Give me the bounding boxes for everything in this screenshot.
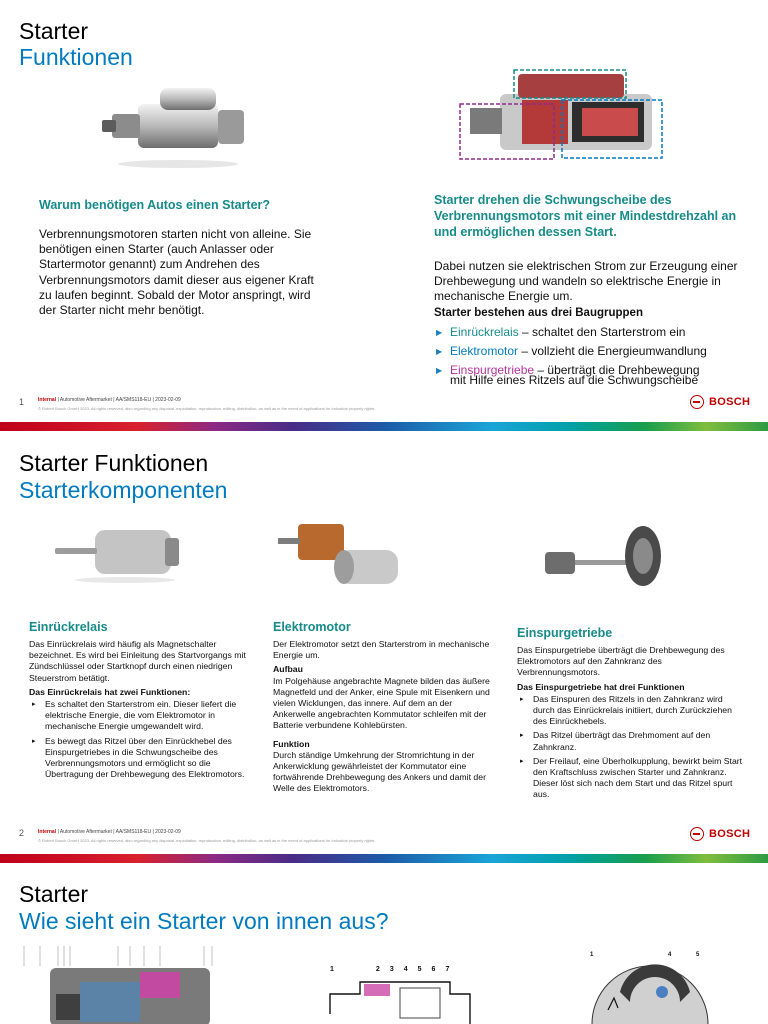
diagram-label: 4 (403, 966, 408, 973)
groups-heading: Starter bestehen aus drei Baugruppen (434, 307, 643, 319)
electric-motor-photo (278, 520, 408, 590)
drive-gear-photo (535, 520, 675, 590)
color-stripe (0, 422, 768, 431)
slide-subtitle: Funktionen (19, 44, 133, 70)
group-name: Einrückrelais (450, 325, 519, 339)
diagram-label: 4 (668, 952, 672, 958)
list-item: ▸ Es schaltet den Starterstrom ein. Dieser liefert die elektrische Energie, die vom Elektromotor in mechanische Energie umgewandelt wird. (29, 699, 249, 733)
relay-subheading: Das Einrückrelais hat zwei Funktionen: (29, 686, 191, 697)
slide-title: Starter (19, 18, 89, 44)
freewheel-diagram (580, 962, 720, 1024)
starter-schematic-diagram (320, 974, 480, 1024)
groups-continuation: mit Hilfe eines Ritzels auf die Schwungscheibe (450, 373, 699, 387)
bosch-wordmark: BOSCH (709, 828, 751, 840)
relay-photo (55, 524, 185, 584)
bullet-triangle-icon: ▶ (436, 347, 443, 356)
relay-functions-list (29, 699, 249, 780)
footer-meta-text: | Automotive Aftermarket | AA/SMS118-EU | 2023-02-09 (56, 397, 181, 403)
relay-text (29, 639, 249, 783)
motor-intro: Der Elektromotor setzt den Starterstrom in mechanische Energie um. (273, 639, 490, 661)
relay-intro: Das Einrückrelais wird häufig als Magnetschalter bezeichnet. Es wird bei Einleitung des Startvorgangs mit Zündschlüssel oder Startknopf durch einen niedrigen Steuerstrom betätigt. (29, 639, 246, 683)
slide-subtitle: Wie sieht ein Starter von innen aus? (19, 908, 389, 934)
motor-heading: Elektromotor (273, 620, 351, 634)
footer-internal: Internal (38, 397, 57, 403)
page-number: 1 (19, 397, 25, 407)
footer-meta (38, 829, 181, 835)
group-relay (434, 323, 754, 342)
bosch-armature-icon (690, 827, 704, 841)
gear-text (517, 645, 745, 804)
list-item: ▸ Das Ritzel überträgt das Drehmoment auf den Zahnkranz. (517, 730, 745, 752)
slide-title: Starter (19, 881, 89, 907)
diagram-label: 1 (330, 966, 334, 973)
footer-meta-text: | Automotive Aftermarket | AA/SMS118-EU | 2023-02-09 (56, 829, 181, 835)
motor-sub-aufbau: Aufbau (273, 664, 303, 675)
bullet-triangle-icon: ▶ (436, 328, 443, 337)
relay-heading: Einrückrelais (29, 620, 108, 634)
bosch-logo (690, 827, 750, 841)
starter-section-diagram (20, 946, 220, 1024)
bosch-logo (690, 395, 750, 409)
motor-aufbau-text: Im Polgehäuse angebrachte Magnete bilden das äußere Magnetfeld und der Anker, eine Spule mit Eisenkern und vielen Wicklungen, das innere. Auf dem an der Ankerwelle angebrachten Kommutator schleifen mit der Batterie verbundene Kohlebürsten. (273, 675, 490, 731)
motor-text (273, 639, 495, 795)
slide-subtitle: Starterkomponenten (19, 477, 228, 503)
gear-intro: Das Einspurgetriebe überträgt die Drehbewegung des Elektromotors auf den Zahnkranz des Verbrennungsmotors. (517, 645, 725, 678)
gear-functions-list (517, 694, 745, 801)
group-desc: – schaltet den Starterstrom ein (518, 325, 686, 339)
diagram-label: 7 (445, 966, 450, 973)
list-item: ▸ Der Freilauf, eine Überholkupplung, bewirkt beim Start den Kraftschluss zwischen Starter und Zahnkranz. Dieser löst sich nach dem Start und das Ritzel spurt aus. (517, 756, 745, 801)
footer-internal: Internal (38, 829, 57, 835)
bosch-wordmark: BOSCH (709, 396, 751, 408)
group-desc: – vollzieht die Energieumwandlung (518, 344, 707, 358)
gear-subheading: Das Einspurgetriebe hat drei Funktionen (517, 681, 685, 692)
diagram-label: 5 (696, 952, 700, 958)
group-desc: – überträgt die Drehbewegung (534, 363, 700, 377)
bullet-triangle-icon: ▶ (436, 366, 443, 375)
motor-funktion-text: Durch ständige Umkehrung der Stromrichtung in der Ankerwicklung gewährleistet der Kommutator eine fortwährende Drehbewegung des Ankers und damit der Welle des Elektromotors. (273, 749, 486, 794)
intro-paragraph: Verbrennungsmotoren starten nicht von alleine. Sie benötigen einen Starter (auch Anlasser oder Startermotor genannt) zum Andrehen des Verbrennungsmotors damit dieser aus eigener Kraft zu laufen beginnt. Sobald der Motor anspringt, wird der Starter nicht mehr benötigt. (39, 227, 314, 318)
bosch-armature-icon (690, 395, 704, 409)
highlight-statement: Starter drehen die Schwungscheibe des Verbrennungsmotors mit einer Mindestdrehzahl an und ermöglichen dessen Start. (434, 193, 737, 239)
question-heading: Warum benötigen Autos einen Starter? (39, 198, 271, 212)
slide-1 (0, 0, 768, 432)
gear-heading: Einspurgetriebe (517, 626, 613, 640)
explain-paragraph: Dabei nutzen sie elektrischen Strom zur Erzeugung einer Drehbewegung und wandeln so elektrische Energie in mechanische Energie um. (434, 259, 738, 304)
group-motor (434, 342, 754, 361)
groups-list (434, 323, 754, 380)
slide-title: Starter Funktionen (19, 450, 209, 476)
list-item: ▸ Das Einspuren des Ritzels in den Zahnkranz wird durch das Einrückrelais initiiert, durch Zurückziehen des Einrückhebels. (517, 694, 745, 728)
footer-meta (38, 397, 181, 403)
slide-3 (0, 864, 768, 1024)
diagram-label: 5 (417, 966, 422, 973)
footer-copyright: © Robert Bosch GmbH 2023. All rights reserved, also regarding any disposal, exploitation, reproduction, editing, distribution, as well as in the event of applications for industrial property rights. (38, 838, 376, 843)
diagram-label: 2 (375, 966, 380, 973)
diagram-label: 3 (389, 966, 394, 973)
list-item: ▸ Es bewegt das Ritzel über den Einrückhebel des Einspurgetriebes in die Schwungscheibe des Verbrennungsmotors und ermöglicht so die Übertragung der Drehbewegung des Elektromotors. (29, 736, 249, 781)
slide-2 (0, 432, 768, 864)
page-number: 2 (19, 828, 25, 838)
group-name: Einspurgetriebe (450, 363, 535, 377)
starter-photo (98, 80, 258, 176)
diagram-label: 6 (431, 966, 436, 973)
color-stripe (0, 854, 768, 863)
motor-sub-funktion: Funktion (273, 738, 310, 749)
footer-copyright: © Robert Bosch GmbH 2023. All rights reserved, also regarding any disposal, exploitation, reproduction, editing, distribution, as well as in the event of applications for industrial property rights. (38, 406, 376, 411)
starter-cutaway-illustration (460, 70, 670, 160)
diagram-label: 1 (590, 952, 594, 958)
group-name: Elektromotor (450, 344, 519, 358)
